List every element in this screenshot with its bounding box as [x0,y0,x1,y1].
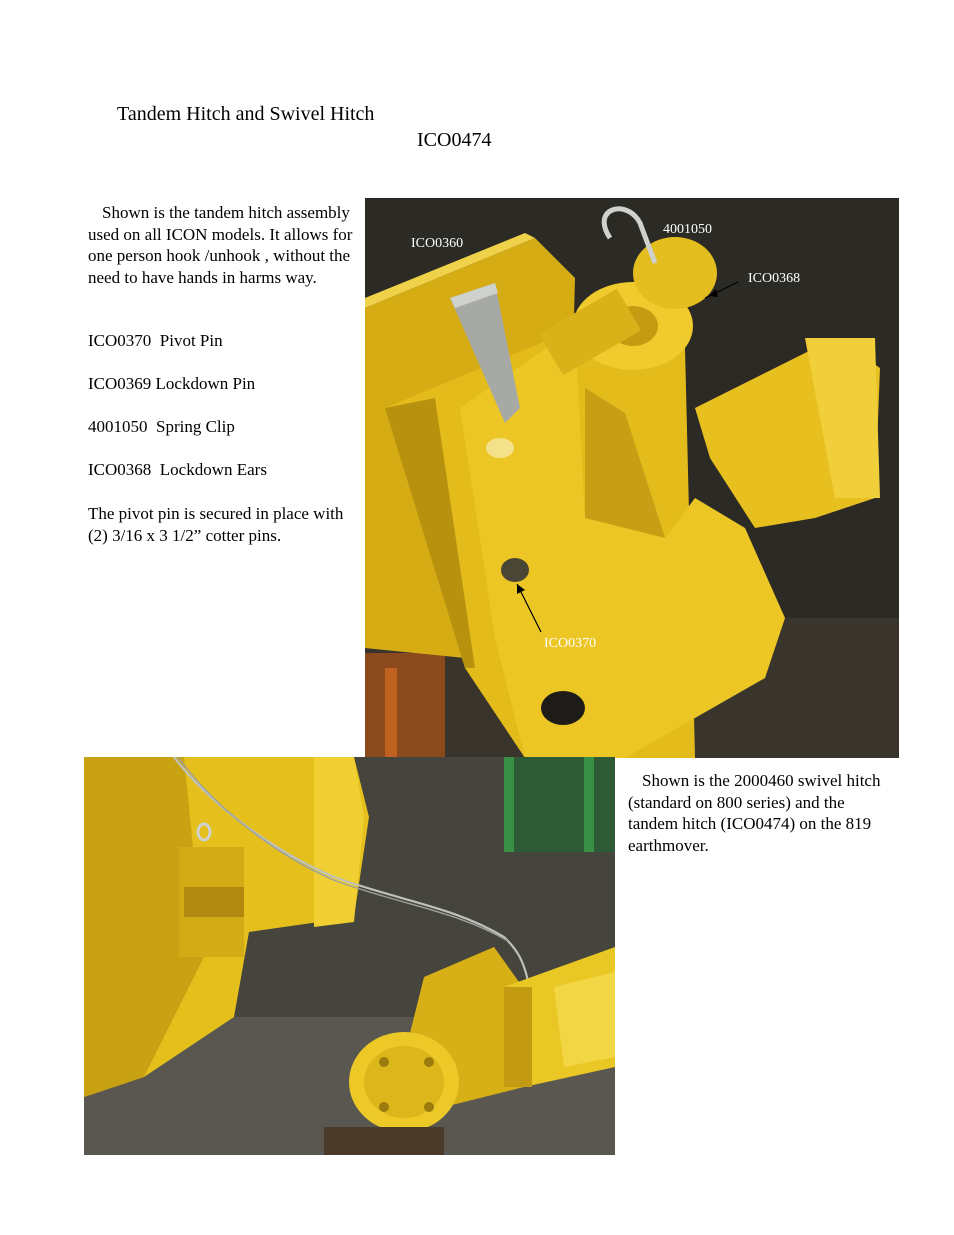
intro-paragraph [88,202,363,288]
swivel-hitch-illustration [84,757,615,1155]
part-item [88,460,267,480]
part-code: ICO0369 [88,374,152,393]
tandem-hitch-illustration [365,198,899,758]
label-spring-clip: 4001050 [663,222,712,237]
part-code: 4001050 [88,417,148,436]
cotter-pin-note: The pivot pin is secured in place with (2) 3/16 x 3 1/2” cotter pins. [88,504,344,545]
part-label: Pivot Pin [159,331,223,350]
part-item [88,331,223,351]
label-ico0370: ICO0370 [544,636,597,651]
label-ico0368: ICO0368 [748,271,801,286]
part-label: Lockdown Pin [155,374,256,393]
part-label: Spring Clip [156,417,235,436]
part-number-heading: ICO0474 [417,129,492,151]
part-label: Lockdown Ears [159,460,267,479]
swivel-hitch-photo [84,757,615,1155]
part-code: ICO0370 [88,331,152,350]
tandem-hitch-photo [365,198,899,758]
part-item [88,417,235,437]
page-title: Tandem Hitch and Swivel Hitch [117,103,375,125]
swivel-hitch-caption [628,770,893,856]
part-code: ICO0368 [88,460,152,479]
part-item [88,374,255,394]
label-ico0360: ICO0360 [411,236,464,251]
swivel-caption-text: Shown is the 2000460 swivel hitch (standard on 800 series) and the tandem hitch (ICO0474) on the 819 earthmover. [628,771,881,855]
intro-text: Shown is the tandem hitch assembly used on all ICON models. It allows for one person hook /unhook , without the need to have hands in harms way. [88,203,353,287]
